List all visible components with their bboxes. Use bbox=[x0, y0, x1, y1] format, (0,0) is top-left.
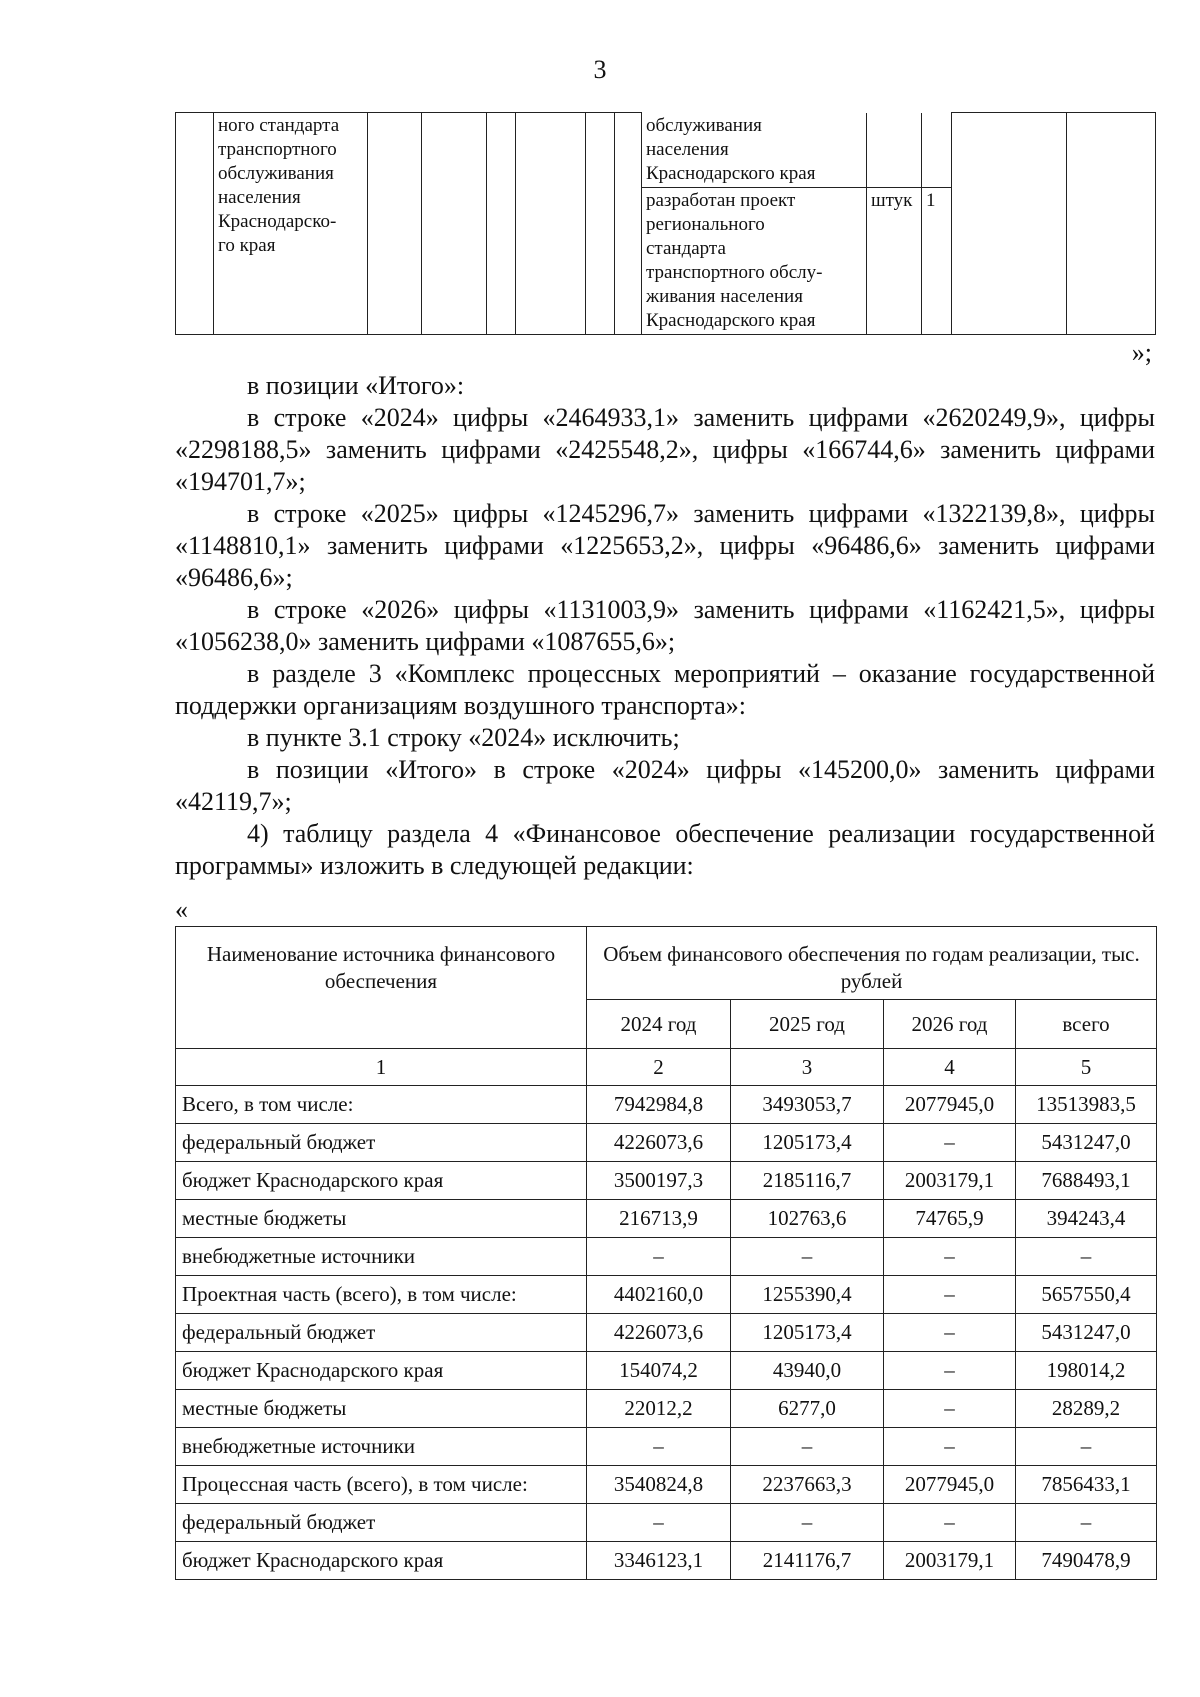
row-value: 7490478,9 bbox=[1016, 1542, 1157, 1580]
table-row bbox=[176, 1542, 1157, 1580]
result-line: регионального bbox=[646, 213, 765, 235]
table-row bbox=[176, 1124, 1157, 1162]
table-row bbox=[176, 1276, 1157, 1314]
column-number: 5 bbox=[1016, 1049, 1157, 1086]
row-value: 2003179,1 bbox=[884, 1542, 1016, 1580]
table-row bbox=[176, 1314, 1157, 1352]
row-value: 5431247,0 bbox=[1016, 1124, 1157, 1162]
row-value: 3500197,3 bbox=[587, 1162, 731, 1200]
blank-cell bbox=[422, 113, 487, 335]
result-line: населения bbox=[646, 138, 729, 160]
row-value: 1255390,4 bbox=[731, 1276, 884, 1314]
row-value: – bbox=[1016, 1428, 1157, 1466]
row-value: – bbox=[884, 1276, 1016, 1314]
table-row bbox=[176, 1390, 1157, 1428]
continuation-table bbox=[175, 112, 1156, 335]
unit-cell: штук bbox=[867, 187, 922, 334]
paragraph: в строке «2024» цифры «2464933,1» заменить цифрами «2620249,9», цифры «2298188,5» заменить цифрами «2425548,2», цифры «166744,6» заменить цифрами «194701,7»; bbox=[175, 403, 1155, 496]
row-value: – bbox=[731, 1504, 884, 1542]
blank-cell bbox=[516, 113, 586, 335]
closing-mark: »; bbox=[1131, 338, 1152, 367]
row-value: – bbox=[884, 1504, 1016, 1542]
row-value: 216713,9 bbox=[587, 1200, 731, 1238]
blank-cell bbox=[922, 113, 952, 188]
table-row bbox=[176, 1428, 1157, 1466]
paragraph: в строке «2026» цифры «1131003,9» заменить цифрами «1162421,5», цифры «1056238,0» заменить цифрами «1087655,6»; bbox=[175, 595, 1155, 656]
row-value: 198014,2 bbox=[1016, 1352, 1157, 1390]
result-line: Краснодарского края bbox=[646, 309, 816, 331]
row-value: 22012,2 bbox=[587, 1390, 731, 1428]
row-value: 1205173,4 bbox=[731, 1314, 884, 1352]
row-value: 1205173,4 bbox=[731, 1124, 884, 1162]
row-value: – bbox=[731, 1238, 884, 1276]
row-value: 102763,6 bbox=[731, 1200, 884, 1238]
row-value: 4402160,0 bbox=[587, 1276, 731, 1314]
row-value: 7856433,1 bbox=[1016, 1466, 1157, 1504]
row-label: внебюджетные источники bbox=[176, 1238, 587, 1276]
blank-cell bbox=[176, 113, 214, 335]
measure-name-line: населения bbox=[218, 187, 301, 208]
table-row bbox=[176, 1466, 1157, 1504]
row-label: федеральный бюджет bbox=[176, 1124, 587, 1162]
row-value: – bbox=[587, 1428, 731, 1466]
table-row bbox=[176, 1086, 1157, 1124]
opening-mark: « bbox=[175, 895, 188, 924]
row-label: местные бюджеты bbox=[176, 1200, 587, 1238]
paragraph: в пункте 3.1 строку «2024» исключить; bbox=[247, 723, 680, 752]
table-row bbox=[176, 1352, 1157, 1390]
row-value: 154074,2 bbox=[587, 1352, 731, 1390]
blank-cell bbox=[615, 113, 642, 335]
row-label: Всего, в том числе: bbox=[176, 1086, 587, 1124]
table-row bbox=[176, 1238, 1157, 1276]
row-value: – bbox=[884, 1124, 1016, 1162]
result-line: транспортного обслу- bbox=[646, 261, 823, 283]
row-value: 2077945,0 bbox=[884, 1466, 1016, 1504]
row-value: 2141176,7 bbox=[731, 1542, 884, 1580]
row-label: Проектная часть (всего), в том числе: bbox=[176, 1276, 587, 1314]
result-line: обслуживания bbox=[646, 114, 762, 136]
row-value: 5657550,4 bbox=[1016, 1276, 1157, 1314]
row-label: Процессная часть (всего), в том числе: bbox=[176, 1466, 587, 1504]
column-number: 1 bbox=[176, 1049, 587, 1086]
header-volume: Объем финансового обеспечения по годам реализации, тыс. рублей bbox=[587, 927, 1157, 1000]
header-source: Наименование источника финансового обеспечения bbox=[176, 927, 587, 1049]
result-line: Краснодарского края bbox=[646, 162, 816, 184]
row-value: – bbox=[884, 1238, 1016, 1276]
row-value: – bbox=[884, 1428, 1016, 1466]
row-value: – bbox=[884, 1352, 1016, 1390]
result-new-cell bbox=[642, 187, 867, 334]
measure-name-line: обслуживания bbox=[218, 163, 334, 184]
table-row bbox=[176, 1200, 1157, 1238]
measure-name-line: транспортного bbox=[218, 139, 337, 160]
row-value: – bbox=[731, 1428, 884, 1466]
paragraph: в позиции «Итого»: bbox=[247, 371, 465, 400]
row-value: 4226073,6 bbox=[587, 1124, 731, 1162]
body-text bbox=[175, 370, 1155, 882]
row-value: – bbox=[1016, 1504, 1157, 1542]
row-value: 394243,4 bbox=[1016, 1200, 1157, 1238]
row-value: 13513983,5 bbox=[1016, 1086, 1157, 1124]
row-label: бюджет Краснодарского края bbox=[176, 1162, 587, 1200]
column-number: 3 bbox=[731, 1049, 884, 1086]
row-value: 2003179,1 bbox=[884, 1162, 1016, 1200]
result-line: стандарта bbox=[646, 237, 726, 259]
row-value: – bbox=[587, 1504, 731, 1542]
measure-name-line: го края bbox=[218, 235, 276, 256]
result-line: разработан проект bbox=[646, 189, 796, 211]
row-value: 74765,9 bbox=[884, 1200, 1016, 1238]
result-line: живания населения bbox=[646, 285, 803, 307]
table-row bbox=[176, 1162, 1157, 1200]
row-value: 5431247,0 bbox=[1016, 1314, 1157, 1352]
paragraph: в позиции «Итого» в строке «2024» цифры «145200,0» заменить цифрами «42119,7»; bbox=[175, 755, 1155, 816]
row-value: – bbox=[1016, 1238, 1157, 1276]
blank-cell bbox=[586, 113, 615, 335]
row-value: – bbox=[587, 1238, 731, 1276]
blank-cell bbox=[368, 113, 422, 335]
row-value: 3346123,1 bbox=[587, 1542, 731, 1580]
blank-cell bbox=[1067, 113, 1156, 335]
row-value: 7942984,8 bbox=[587, 1086, 731, 1124]
paragraph: в строке «2025» цифры «1245296,7» заменить цифрами «1322139,8», цифры «1148810,1» заменить цифрами «1225653,2», цифры «96486,6» заменить цифрами «96486,6»; bbox=[175, 499, 1155, 592]
row-value: 7688493,1 bbox=[1016, 1162, 1157, 1200]
row-label: бюджет Краснодарского края bbox=[176, 1352, 587, 1390]
row-value: 6277,0 bbox=[731, 1390, 884, 1428]
blank-cell bbox=[487, 113, 516, 335]
value-cell: 1 bbox=[922, 187, 952, 334]
row-value: 4226073,6 bbox=[587, 1314, 731, 1352]
page-number: 3 bbox=[593, 55, 607, 84]
measure-name-cell bbox=[214, 113, 368, 335]
row-value: – bbox=[884, 1314, 1016, 1352]
row-value: 43940,0 bbox=[731, 1352, 884, 1390]
measure-name-line: ного стандарта bbox=[218, 115, 340, 136]
header-year: 2025 год bbox=[731, 1000, 884, 1049]
row-label: местные бюджеты bbox=[176, 1390, 587, 1428]
blank-cell bbox=[952, 113, 1067, 335]
paragraph: в разделе 3 «Комплекс процессных мероприятий – оказание государственной поддержки организациям воздушного транспорта»: bbox=[175, 659, 1155, 720]
finance-table bbox=[175, 926, 1157, 1580]
paragraph: 4) таблицу раздела 4 «Финансовое обеспечение реализации государственной программы» изложить в следующей редакции: bbox=[175, 819, 1155, 880]
table-row bbox=[176, 1504, 1157, 1542]
column-number: 4 bbox=[884, 1049, 1016, 1086]
row-label: бюджет Краснодарского края bbox=[176, 1542, 587, 1580]
column-number: 2 bbox=[587, 1049, 731, 1086]
row-value: 3493053,7 bbox=[731, 1086, 884, 1124]
row-value: 2185116,7 bbox=[731, 1162, 884, 1200]
header-year: 2024 год bbox=[587, 1000, 731, 1049]
row-value: – bbox=[884, 1390, 1016, 1428]
row-value: 3540824,8 bbox=[587, 1466, 731, 1504]
header-total: всего bbox=[1016, 1000, 1157, 1049]
header-year: 2026 год bbox=[884, 1000, 1016, 1049]
blank-cell bbox=[867, 113, 922, 188]
row-value: 28289,2 bbox=[1016, 1390, 1157, 1428]
row-label: федеральный бюджет bbox=[176, 1504, 587, 1542]
result-prev-cell bbox=[642, 113, 867, 188]
row-label: внебюджетные источники bbox=[176, 1428, 587, 1466]
row-value: 2237663,3 bbox=[731, 1466, 884, 1504]
row-label: федеральный бюджет bbox=[176, 1314, 587, 1352]
measure-name-line: Краснодарско- bbox=[218, 211, 337, 232]
row-value: 2077945,0 bbox=[884, 1086, 1016, 1124]
